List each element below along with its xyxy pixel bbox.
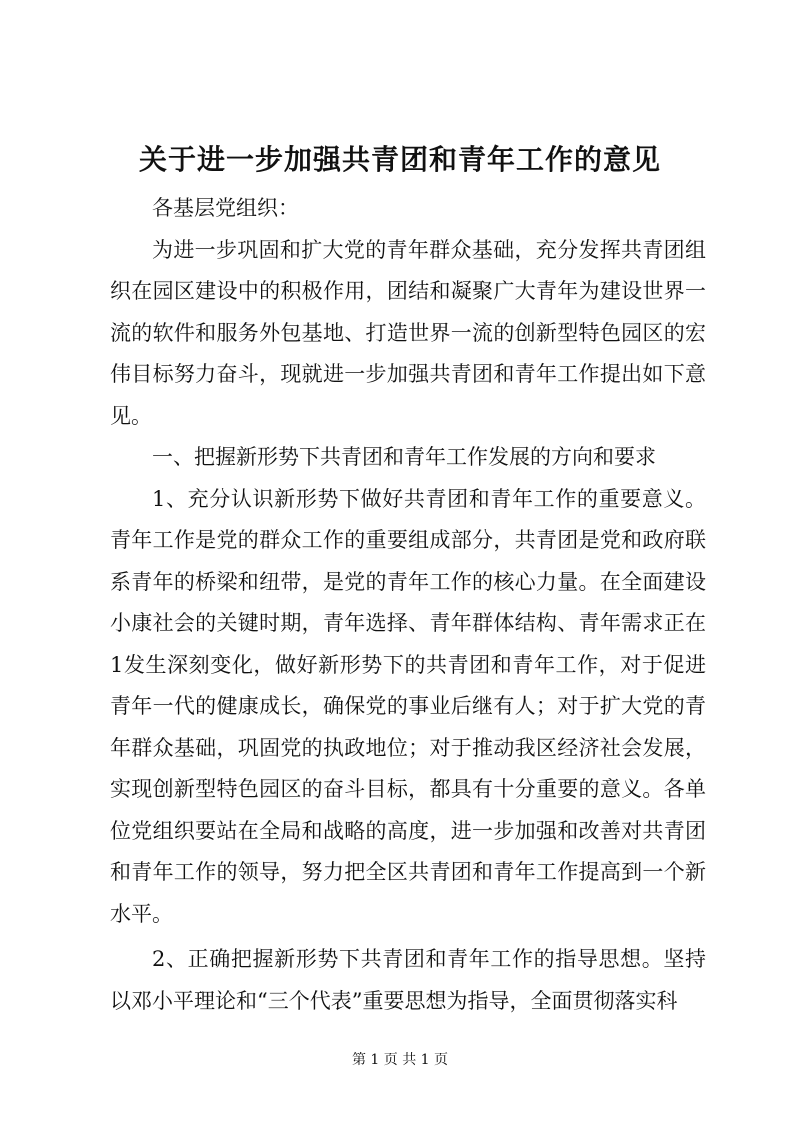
paragraph-intro: 为进一步巩固和扩大党的青年群众基础，充分发挥共青团组织在园区建设中的积极作用，团结和凝聚广大青年为建设世界一流的软件和服务外包基地、打造世界一流的创新型特色园区的宏伟目标努力奋斗，现就进一步加强共青团和青年工作提出如下意见。 — [110, 237, 706, 428]
salutation: 各基层党组织： — [152, 196, 299, 220]
page-footer: 第 1 页 共 1 页 — [351, 1052, 449, 1068]
paragraph-point-1: 1、充分认识新形势下做好共青团和青年工作的重要意义。青年工作是党的群众工作的重要组成部分，共青团是党和政府联系青年的桥梁和纽带，是党的青年工作的核心力量。在全面建设小康社会的关键时期，青年选择、青年群体结构、青年需求正在1发生深刻变化，做好新形势下的共青团和青年工作，对于促进青年一代的健康成长，确保党的事业后继有人；对于扩大党的青年群众基础，巩固党的执政地位；对于推动我区经济社会发展，实现创新型特色园区的奋斗目标，都具有十分重要的意义。各单位党组织要站在全局和战略的高度，进一步加强和改善对共青团和青年工作的领导，努力把全区共青团和青年工作提高到一个新水平。 — [110, 486, 706, 926]
paragraph-point-2: 2、正确把握新形势下共青团和青年工作的指导思想。坚持以邓小平理论和“三个代表”重要思想为指导，全面贯彻落实科 — [110, 947, 706, 1013]
document-title: 关于进一步加强共青团和青年工作的意见 — [138, 143, 661, 176]
section-heading-1: 一、把握新形势下共青团和青年工作发展的方向和要求 — [152, 445, 656, 469]
document-body — [110, 188, 706, 1022]
